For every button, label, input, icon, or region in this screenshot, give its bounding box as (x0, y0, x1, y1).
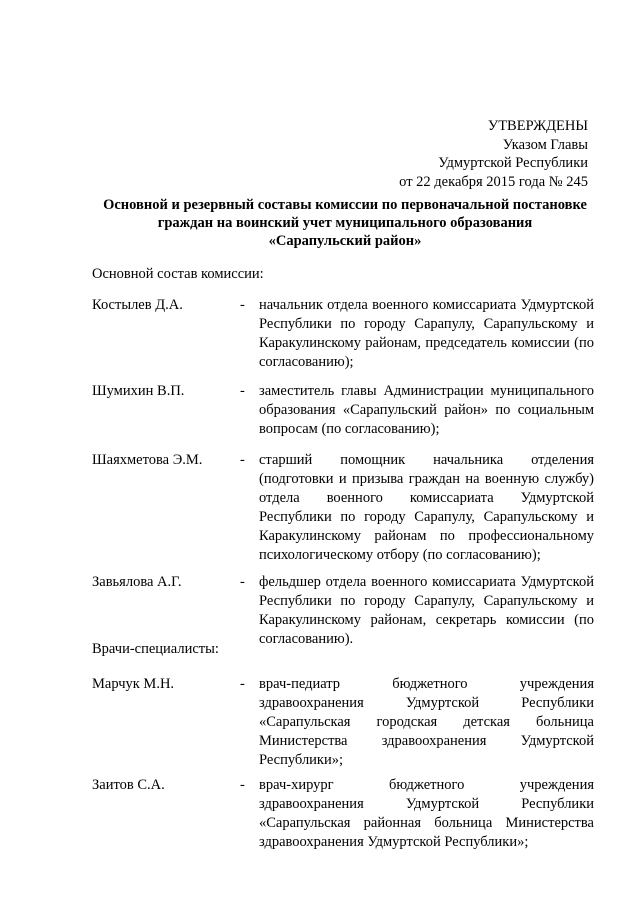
member-description: начальник отдела военного комиссариата Удмуртской Республики по городу Сарапулу, Сарапульскому и Каракулинскому районам, председатель комиссии (по согласованию); (259, 297, 594, 370)
title-line-2: граждан на воинский учет муниципального образования (157, 215, 533, 231)
approval-line-republic: Удмуртской Республики (438, 155, 588, 171)
doctor-name: Марчук М.Н. (92, 676, 175, 692)
title-line-3: «Сарапульский район» (268, 233, 422, 249)
member-name: Шумихин В.П. (92, 383, 185, 399)
member-dash: - (240, 574, 245, 590)
member-description: фельдшер отдела военного комиссариата Удмуртской Республики по городу Сарапулу, Сарапульскому и Каракулинскому районам, секретарь комиссии (по согласованию). (259, 574, 594, 647)
document-title (80, 196, 610, 250)
title-line-1: Основной и резервный составы комиссии по первоначальной постановке (103, 197, 587, 213)
member-dash: - (240, 297, 245, 313)
member-name: Завьялова А.Г. (92, 574, 182, 590)
doctor-description: врач-педиатр бюджетного учреждения здравоохранения Удмуртской Республики «Сарапульская городская детская больница Министерства здравоохранения Удмуртской Республики»; (259, 676, 594, 768)
doctor-dash: - (240, 777, 245, 793)
member-name: Шаяхметова Э.М. (92, 452, 203, 468)
main-section-label: Основной состав комиссии: (92, 266, 264, 282)
doctor-name: Заитов С.А. (92, 777, 165, 793)
doctor-description: врач-хирург бюджетного учреждения здравоохранения Удмуртской Республики «Сарапульская районная больница Министерства здравоохранения Удмуртской Республики»; (259, 777, 594, 850)
member-name: Костылев Д.А. (92, 297, 183, 313)
member-dash: - (240, 383, 245, 399)
doctor-dash: - (240, 676, 245, 692)
doctors-section-label: Врачи-специалисты: (92, 641, 219, 657)
member-description: старший помощник начальника отделения (подготовки и призыва граждан на военную службу) отдела военного комиссариата Удмуртской Республики по городу Сарапулу, Сарапульскому и Каракулинскому районам по профессиональному психологическому отбору (по согласованию); (259, 452, 594, 563)
approval-line-decree: Указом Главы (502, 136, 588, 153)
approval-line-date: от 22 декабря 2015 года № 245 (399, 173, 588, 190)
member-dash: - (240, 452, 245, 468)
approval-line-approved: УТВЕРЖДЕНЫ (487, 118, 588, 134)
approval-stamp (399, 117, 588, 191)
member-description: заместитель главы Администрации муниципального образования «Сарапульский район» по социальным вопросам (по согласованию); (259, 383, 594, 437)
